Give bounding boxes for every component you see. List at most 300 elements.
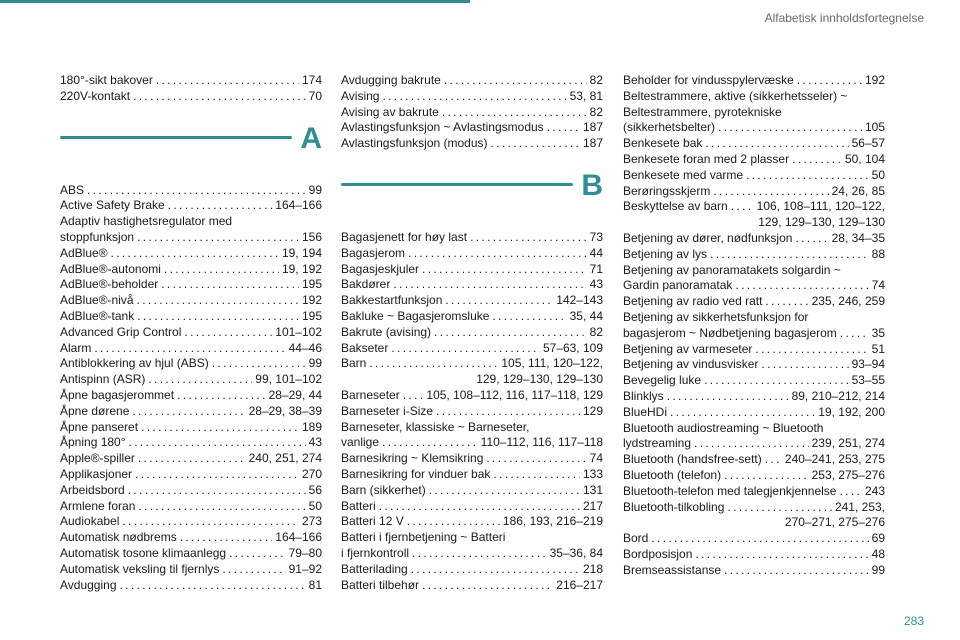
- index-entry[interactable]: [623, 342, 885, 358]
- entry-leader-line: [341, 230, 603, 246]
- entry-page-refs[interactable]: 69: [871, 531, 885, 546]
- entry-leader-line: [623, 168, 885, 184]
- entry-term: Betjening av lys: [623, 246, 708, 261]
- entry-page-refs-continued[interactable]: 270–271, 275–276: [784, 515, 885, 530]
- entry-leader-line: [341, 136, 603, 152]
- index-entry[interactable]: [341, 262, 603, 278]
- entry-page-refs[interactable]: 50: [871, 167, 885, 182]
- entry-page-refs[interactable]: 48: [871, 546, 885, 561]
- entry-term: Betjening av vindusvisker: [623, 357, 759, 372]
- entry-page-refs[interactable]: 82: [589, 73, 603, 87]
- dot-leader: [731, 199, 754, 215]
- entry-term: Audiokabel: [60, 514, 120, 529]
- entry-page-refs[interactable]: 243: [864, 483, 885, 498]
- entry-page-refs[interactable]: 43: [308, 435, 322, 450]
- index-entry[interactable]: [341, 309, 603, 325]
- header-accent-bar: [0, 0, 470, 3]
- entry-page-refs[interactable]: 28–29, 38–39: [248, 403, 322, 418]
- entry-page-refs[interactable]: 24, 26, 85: [831, 183, 885, 198]
- entry-leader-line: [341, 404, 603, 420]
- index-entry[interactable]: [623, 484, 885, 500]
- entry-term: Alarm: [60, 340, 92, 355]
- index-entry[interactable]: [623, 468, 885, 484]
- index-entry[interactable]: [341, 341, 603, 357]
- entry-page-refs[interactable]: 105, 111, 120–122,: [501, 356, 603, 371]
- entry-page-refs[interactable]: 56: [308, 482, 322, 497]
- index-entry[interactable]: [341, 467, 603, 483]
- entry-leader-line: [623, 500, 885, 516]
- entry-term: Automatisk tosone klimaanlegg: [60, 545, 227, 560]
- index-entry[interactable]: [623, 547, 885, 563]
- dot-leader: [651, 531, 868, 547]
- index-entry[interactable]: [341, 73, 603, 89]
- entry-term: Avdugging: [60, 577, 117, 592]
- dot-leader: [120, 578, 306, 594]
- entry-page-refs[interactable]: 74: [871, 278, 885, 293]
- dot-leader: [229, 546, 286, 562]
- entry-page-refs[interactable]: 239, 251, 274: [811, 436, 885, 451]
- entry-leader-line: [60, 483, 322, 499]
- dot-leader: [137, 293, 299, 309]
- entry-term: Advanced Grip Control: [60, 324, 182, 339]
- entry-page-refs[interactable]: 35: [871, 325, 885, 340]
- index-entry[interactable]: [341, 230, 603, 246]
- entry-term: Bluetooth (telefon): [623, 467, 722, 482]
- entry-leader-line: [60, 467, 322, 483]
- index-entry[interactable]: [341, 136, 603, 152]
- entry-term: AdBlue®-tank: [60, 308, 135, 323]
- entry-term: Bagasjerom: [341, 245, 406, 260]
- dot-leader: [434, 325, 587, 341]
- index-entry[interactable]: [60, 435, 322, 451]
- entry-page-refs[interactable]: 99: [308, 356, 322, 371]
- index-entry[interactable]: [623, 89, 885, 136]
- entry-leader-line: [341, 293, 603, 309]
- entry-term: Bakluke ~ Bagasjeromsluke: [341, 308, 490, 323]
- entry-term-line: Betjening av panoramatakets solgardin ~: [623, 262, 841, 277]
- entry-page-refs[interactable]: 187: [582, 120, 603, 135]
- entry-term: Avlastingsfunksjon (modus): [341, 136, 488, 151]
- dot-leader: [713, 184, 828, 200]
- dot-leader: [444, 73, 587, 89]
- dot-leader: [164, 262, 279, 278]
- index-entry[interactable]: [60, 341, 322, 357]
- entry-term: Bakseter: [341, 340, 389, 355]
- dot-leader: [128, 483, 306, 499]
- entry-page-refs[interactable]: 99, 101–102: [255, 372, 322, 387]
- dot-leader: [184, 325, 272, 341]
- index-entry[interactable]: [623, 531, 885, 547]
- index-entry[interactable]: [60, 325, 322, 341]
- entry-leader-line: [623, 452, 885, 468]
- index-entry[interactable]: [341, 562, 603, 578]
- entry-page-refs-continued[interactable]: 129, 129–130, 129–130: [758, 215, 885, 230]
- index-entry[interactable]: [60, 562, 322, 578]
- entry-page-refs[interactable]: 235, 246, 259: [811, 294, 885, 309]
- index-entry[interactable]: [623, 199, 885, 231]
- entry-term: Antispinn (ASR): [60, 372, 146, 387]
- index-entry[interactable]: [60, 530, 322, 546]
- index-entry[interactable]: [60, 404, 322, 420]
- entry-page-refs[interactable]: 241, 253,: [834, 499, 885, 514]
- index-entry[interactable]: [341, 277, 603, 293]
- index-entry[interactable]: [623, 500, 885, 532]
- index-entry[interactable]: [341, 404, 603, 420]
- entry-leader-line: [60, 183, 322, 199]
- index-entry[interactable]: [623, 263, 885, 295]
- entry-page-refs[interactable]: 133: [582, 466, 603, 481]
- entry-leader-line: [623, 468, 885, 484]
- entry-leader-line: [623, 373, 885, 389]
- entry-page-refs[interactable]: 35, 44: [569, 308, 603, 323]
- entry-page-refs[interactable]: 186, 193, 216–219: [502, 514, 603, 529]
- entry-leader-line: [60, 372, 322, 388]
- entry-term: Bagasjenett for høy last: [341, 229, 468, 244]
- entry-page-refs[interactable]: 270: [301, 466, 322, 481]
- entry-term: Åpne dørene: [60, 403, 130, 418]
- dot-leader: [412, 546, 547, 562]
- index-entry[interactable]: [60, 214, 322, 246]
- index-entry[interactable]: [623, 168, 885, 184]
- dot-leader: [491, 136, 580, 152]
- entry-term: Automatisk nødbrems: [60, 530, 177, 545]
- index-entry[interactable]: [60, 73, 322, 89]
- entry-leader-line: [60, 546, 322, 562]
- section-letter: A: [300, 121, 322, 155]
- dot-leader: [704, 373, 849, 389]
- entry-leader-line: [341, 262, 603, 278]
- entry-page-refs[interactable]: 57–63, 109: [542, 340, 603, 355]
- dot-leader: [470, 230, 587, 246]
- index-entry[interactable]: [623, 152, 885, 168]
- entry-term-line: Betjening av sikkerhetsfunksjon for: [623, 309, 809, 324]
- entry-leader-line: [60, 562, 322, 578]
- dot-leader: [765, 452, 782, 468]
- entry-page-refs[interactable]: 53, 81: [569, 88, 603, 103]
- index-entry[interactable]: [623, 294, 885, 310]
- entry-page-refs[interactable]: 240–241, 253, 275: [784, 452, 885, 467]
- section-letter: B: [581, 168, 603, 202]
- dot-leader: [493, 467, 580, 483]
- index-entry[interactable]: [623, 231, 885, 247]
- dot-leader: [839, 484, 861, 500]
- entry-leader-line: [341, 341, 603, 357]
- entry-term: Bluetooth-telefon med talegjenkjennelse: [623, 483, 837, 498]
- entry-page-refs[interactable]: 28, 34–35: [831, 230, 885, 245]
- dot-leader: [492, 309, 566, 325]
- entry-page-refs[interactable]: 142–143: [556, 293, 603, 308]
- entry-leader-line: [623, 389, 885, 405]
- entry-term: Benkesete bak: [623, 136, 703, 151]
- dot-leader: [161, 277, 299, 293]
- index-entry[interactable]: [60, 578, 322, 594]
- entry-page-refs[interactable]: 131: [582, 482, 603, 497]
- entry-term: Betjening av varmeseter: [623, 341, 753, 356]
- dot-leader: [132, 404, 245, 420]
- dot-leader: [87, 183, 306, 199]
- entry-leader-line: [623, 342, 885, 358]
- entry-page-refs[interactable]: 43: [589, 277, 603, 292]
- index-entry[interactable]: [60, 356, 322, 372]
- index-entry[interactable]: [60, 451, 322, 467]
- entry-page-refs[interactable]: 19, 194: [281, 245, 322, 260]
- entry-leader-line: [341, 89, 603, 105]
- dot-leader: [710, 247, 869, 263]
- dot-leader: [422, 578, 553, 594]
- dot-leader: [765, 294, 808, 310]
- entry-leader-line: [623, 199, 885, 215]
- dot-leader: [138, 499, 305, 515]
- entry-term: Avising av bakrute: [341, 104, 439, 119]
- dot-leader: [141, 420, 299, 436]
- entry-leader-line: [341, 499, 603, 515]
- entry-leader-line: [60, 499, 322, 515]
- entry-page-refs[interactable]: 56–57: [851, 136, 885, 151]
- dot-leader: [111, 246, 279, 262]
- index-entry[interactable]: [60, 420, 322, 436]
- entry-page-refs[interactable]: 82: [589, 324, 603, 339]
- entry-leader-line: [60, 530, 322, 546]
- index-entry[interactable]: [623, 184, 885, 200]
- dot-leader: [718, 120, 862, 136]
- entry-leader-line: [623, 405, 885, 421]
- entry-leader-line: [60, 514, 322, 530]
- entry-leader-line: [623, 294, 885, 310]
- index-entry[interactable]: [60, 262, 322, 278]
- index-entry[interactable]: [60, 277, 322, 293]
- entry-leader-line: [60, 356, 322, 372]
- index-entry[interactable]: [60, 246, 322, 262]
- index-entry[interactable]: [341, 578, 603, 594]
- entry-leader-line: [341, 483, 603, 499]
- entry-leader-line: [60, 262, 322, 278]
- entry-term: Betjening av dører, nødfunksjon: [623, 230, 793, 245]
- index-entry[interactable]: [623, 389, 885, 405]
- entry-page-refs[interactable]: 73: [589, 229, 603, 244]
- entry-page-refs[interactable]: 110–112, 116, 117–118: [480, 435, 603, 450]
- index-entry[interactable]: [623, 136, 885, 152]
- entry-page-refs[interactable]: 105, 108–112, 116, 117–118, 129: [426, 387, 603, 402]
- index-entry[interactable]: [341, 246, 603, 262]
- index-entry[interactable]: [341, 293, 603, 309]
- index-entry[interactable]: [60, 198, 322, 214]
- entry-page-refs[interactable]: 192: [301, 293, 322, 308]
- index-entry[interactable]: [60, 514, 322, 530]
- index-entry[interactable]: [341, 451, 603, 467]
- dot-leader: [727, 500, 832, 516]
- entry-term: Bakdører: [341, 277, 391, 292]
- entry-leader-line: [60, 277, 322, 293]
- dot-leader: [168, 198, 273, 214]
- entry-page-refs[interactable]: 129: [582, 403, 603, 418]
- index-entry[interactable]: [623, 452, 885, 468]
- dot-leader: [695, 547, 868, 563]
- entry-term-line: Beltestrammere, aktive (sikkerhetsseler) ~: [623, 88, 848, 103]
- entry-term: Active Safety Brake: [60, 198, 165, 213]
- dot-leader: [436, 404, 580, 420]
- entry-page-refs[interactable]: 51: [871, 341, 885, 356]
- entry-page-refs[interactable]: 101–102: [275, 324, 322, 339]
- entry-page-refs[interactable]: 189: [301, 419, 322, 434]
- entry-page-refs[interactable]: 91–92: [288, 561, 322, 576]
- entry-page-refs[interactable]: 164–166: [275, 530, 322, 545]
- section-divider: [341, 170, 603, 230]
- index-entry[interactable]: [623, 357, 885, 373]
- index-entry[interactable]: [623, 73, 885, 89]
- index-entry[interactable]: [341, 483, 603, 499]
- entry-term: 180°-sikt bakover: [60, 73, 153, 87]
- section-divider: [60, 123, 322, 183]
- entry-page-refs[interactable]: 105: [864, 120, 885, 135]
- entry-page-refs[interactable]: 240, 251, 274: [248, 451, 322, 466]
- entry-page-refs[interactable]: 81: [308, 577, 322, 592]
- page-number: 283: [903, 614, 924, 628]
- index-entry[interactable]: [60, 309, 322, 325]
- dot-leader: [403, 388, 424, 404]
- index-entry[interactable]: [60, 293, 322, 309]
- dot-leader: [761, 357, 848, 373]
- entry-term: (sikkerhetsbelter): [623, 120, 716, 135]
- dot-leader: [407, 514, 500, 530]
- index-entry[interactable]: [341, 356, 603, 388]
- index-entry[interactable]: [341, 420, 603, 452]
- entry-page-refs[interactable]: 187: [582, 136, 603, 151]
- entry-page-refs[interactable]: 99: [871, 562, 885, 577]
- dot-leader: [138, 451, 246, 467]
- entry-page-refs[interactable]: 70: [308, 88, 322, 103]
- index-entry[interactable]: [60, 388, 322, 404]
- entry-page-refs[interactable]: 273: [301, 514, 322, 529]
- entry-page-refs[interactable]: 28–29, 44: [268, 387, 322, 402]
- index-entry[interactable]: [60, 483, 322, 499]
- entry-page-refs[interactable]: 195: [301, 277, 322, 292]
- dot-leader: [156, 73, 299, 89]
- dot-leader: [122, 514, 299, 530]
- entry-page-refs[interactable]: 74: [589, 451, 603, 466]
- index-entry[interactable]: [341, 325, 603, 341]
- entry-page-refs[interactable]: 44: [589, 245, 603, 260]
- entry-page-refs[interactable]: 93–94: [851, 357, 885, 372]
- entry-page-refs[interactable]: 53–55: [851, 373, 885, 388]
- entry-leader-line: [623, 547, 885, 563]
- entry-page-refs[interactable]: 253, 275–276: [811, 467, 885, 482]
- index-entry[interactable]: [60, 89, 322, 105]
- entry-page-refs[interactable]: 216–217: [556, 577, 603, 592]
- entry-term: Benkesete foran med 2 plasser: [623, 151, 790, 166]
- entry-term-line: Adaptiv hastighetsregulator med: [60, 214, 233, 229]
- entry-leader-line: [60, 420, 322, 436]
- index-entry[interactable]: [341, 388, 603, 404]
- index-entry[interactable]: [341, 530, 603, 562]
- index-entry[interactable]: [623, 373, 885, 389]
- index-entry[interactable]: [60, 183, 322, 199]
- entry-term: Barnesikring ~ Klemsikring: [341, 451, 484, 466]
- index-entry[interactable]: [623, 405, 885, 421]
- index-entry[interactable]: [60, 499, 322, 515]
- entry-page-refs[interactable]: 50, 104: [844, 151, 885, 166]
- entry-page-refs[interactable]: 106, 108–111, 120–122,: [756, 199, 885, 214]
- entry-page-refs-continued[interactable]: 129, 129–130, 129–130: [476, 372, 603, 387]
- index-entry[interactable]: [341, 105, 603, 121]
- entry-term: Barnesikring for vinduer bak: [341, 466, 491, 481]
- entry-term: Barneseter i-Size: [341, 403, 434, 418]
- index-entry[interactable]: [623, 563, 885, 579]
- entry-page-refs[interactable]: 19, 192, 200: [818, 404, 885, 419]
- entry-page-refs[interactable]: 19, 192: [281, 261, 322, 276]
- entry-term: AdBlue®: [60, 245, 108, 260]
- index-entry[interactable]: [341, 514, 603, 530]
- index-entry[interactable]: [341, 120, 603, 136]
- dot-leader: [840, 326, 869, 342]
- entry-page-refs[interactable]: 79–80: [288, 545, 322, 560]
- entry-page-refs[interactable]: 174: [301, 73, 322, 87]
- index-entry[interactable]: [60, 467, 322, 483]
- entry-term-line: Barneseter, klassiske ~ Barneseter,: [341, 419, 530, 434]
- index-entry[interactable]: [623, 310, 885, 342]
- entry-page-refs[interactable]: 89, 210–212, 214: [791, 388, 885, 403]
- entry-page-refs[interactable]: 192: [864, 73, 885, 87]
- dot-leader: [724, 468, 809, 484]
- entry-leader-line: [341, 514, 603, 530]
- entry-leader-line: [341, 467, 603, 483]
- entry-term: Automatisk veksling til fjernlys: [60, 561, 220, 576]
- entry-term: bagasjerom ~ Nødbetjening bagasjerom: [623, 325, 837, 340]
- dot-leader: [792, 152, 842, 168]
- entry-page-refs[interactable]: 218: [582, 561, 603, 576]
- entry-page-refs[interactable]: 164–166: [275, 198, 322, 213]
- entry-leader-line: [623, 184, 885, 200]
- entry-term: Applikasjoner: [60, 466, 133, 481]
- entry-term: Antiblokkering av hjul (ABS): [60, 356, 209, 371]
- section-divider-bar: [341, 183, 573, 186]
- entry-term: AdBlue®-nivå: [60, 293, 134, 308]
- entry-page-refs[interactable]: 88: [871, 246, 885, 261]
- dot-leader: [755, 342, 868, 358]
- index-entry[interactable]: [341, 89, 603, 105]
- dot-leader: [694, 436, 809, 452]
- entry-page-refs[interactable]: 44–46: [288, 340, 322, 355]
- entry-term: Bakkestartfunksjon: [341, 293, 443, 308]
- entry-page-refs[interactable]: 82: [589, 104, 603, 119]
- entry-page-refs[interactable]: 156: [301, 229, 322, 244]
- index-entry[interactable]: [60, 546, 322, 562]
- entry-page-refs[interactable]: 50: [308, 498, 322, 513]
- entry-page-refs[interactable]: 195: [301, 308, 322, 323]
- entry-term: Bevegelig luke: [623, 373, 702, 388]
- entry-leader-line: [623, 152, 885, 168]
- entry-term: AdBlue®-autonomi: [60, 261, 161, 276]
- entry-page-refs[interactable]: 71: [589, 261, 603, 276]
- entry-page-refs[interactable]: 99: [308, 182, 322, 197]
- dot-leader: [135, 467, 299, 483]
- index-entry[interactable]: [341, 499, 603, 515]
- entry-leader-line: [341, 546, 603, 562]
- entry-term: Batteri tilbehør: [341, 577, 420, 592]
- index-entry[interactable]: [623, 421, 885, 453]
- index-column-2: [341, 73, 603, 593]
- entry-leader-line: [623, 120, 885, 136]
- entry-term: BlueHDi: [623, 404, 668, 419]
- entry-page-refs[interactable]: 35–36, 84: [549, 545, 603, 560]
- index-entry[interactable]: [623, 247, 885, 263]
- entry-leader-line: [623, 436, 885, 452]
- entry-term: Beholder for vindusspylervæske: [623, 73, 794, 87]
- index-entry[interactable]: [60, 372, 322, 388]
- entry-term: Bakrute (avising): [341, 324, 432, 339]
- entry-term: Beskyttelse av barn: [623, 199, 728, 214]
- entry-page-refs[interactable]: 217: [582, 498, 603, 513]
- entry-leader-line: [60, 435, 322, 451]
